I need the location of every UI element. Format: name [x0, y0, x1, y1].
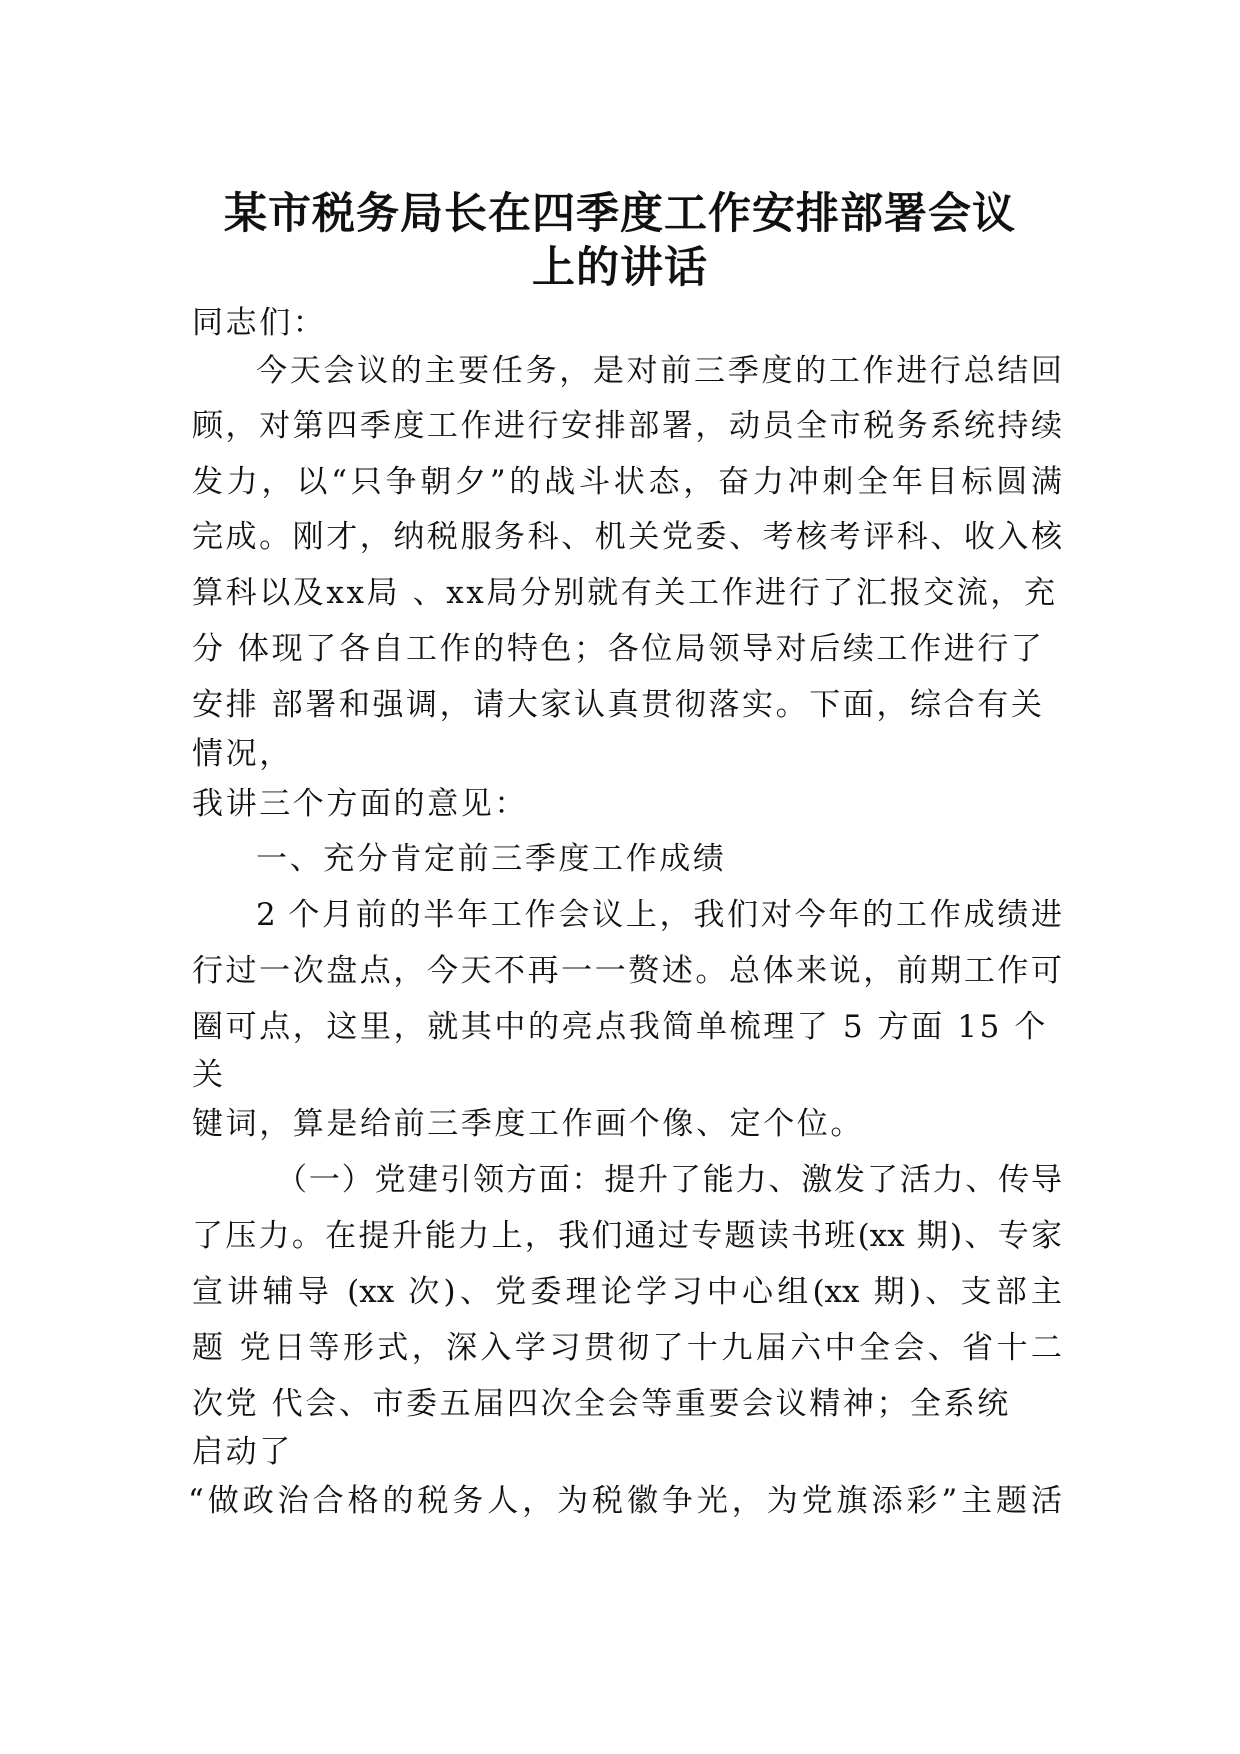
body-line: 分 体现了各自工作的特色；各位局领导对后续工作进行了 — [192, 631, 1045, 667]
subsection-heading: （一）党建引领方面：提升了能力、激发了活力、传导 — [276, 1162, 1062, 1198]
body-line: 我讲三个方面的意见： — [192, 786, 528, 822]
body-line: 行过一次盘点，今天不再一一赘述。总体来说，前期工作可 — [192, 953, 1062, 989]
body-line: 2 个月前的半年工作会议上，我们对今年的工作成绩进 — [256, 897, 1062, 933]
body-line: 关 — [192, 1057, 226, 1093]
document-title-line-1: 某市税务局长在四季度工作安排部署会议 — [224, 189, 1016, 239]
body-line: 次党 代会、市委五届四次全会等重要会议精神；全系统 — [192, 1386, 1011, 1422]
body-line: 算科以及xx局 、xx局分别就有关工作进行了汇报交流，充 — [192, 575, 1058, 611]
body-line: 完成。刚才，纳税服务科、机关党委、考核考评科、收入核 — [192, 519, 1062, 555]
body-line: 启动了 — [192, 1434, 293, 1470]
body-line: 发力，以“只争朝夕”的战斗状态，奋力冲刺全年目标圆满 — [192, 464, 1062, 500]
body-line: 今天会议的主要任务，是对前三季度的工作进行总结回 — [256, 353, 1062, 389]
body-line: 了压力。在提升能力上，我们通过专题读书班(xx 期)、专家 — [192, 1218, 1062, 1254]
salutation: 同志们： — [192, 305, 327, 341]
body-line: 题 党日等形式，深入学习贯彻了十九届六中全会、省十二 — [192, 1330, 1062, 1366]
body-line: 宣讲辅导 (xx 次)、党委理论学习中心组(xx 期)、支部主 — [192, 1274, 1062, 1310]
body-line: 键词，算是给前三季度工作画个像、定个位。 — [192, 1106, 864, 1142]
body-line: 圈可点，这里，就其中的亮点我简单梳理了 5 方面 15 个 — [192, 1009, 1048, 1045]
document-title-line-2: 上的讲话 — [532, 243, 708, 293]
body-line: 情况， — [192, 736, 293, 772]
body-line: “做政治合格的税务人，为税徽争光，为党旗添彩”主题活 — [188, 1483, 1062, 1519]
section-heading: 一、充分肯定前三季度工作成绩 — [256, 841, 727, 877]
body-line: 安排 部署和强调，请大家认真贯彻落实。下面，综合有关 — [192, 687, 1045, 723]
body-line: 顾，对第四季度工作进行安排部署，动员全市税务系统持续 — [192, 408, 1062, 444]
